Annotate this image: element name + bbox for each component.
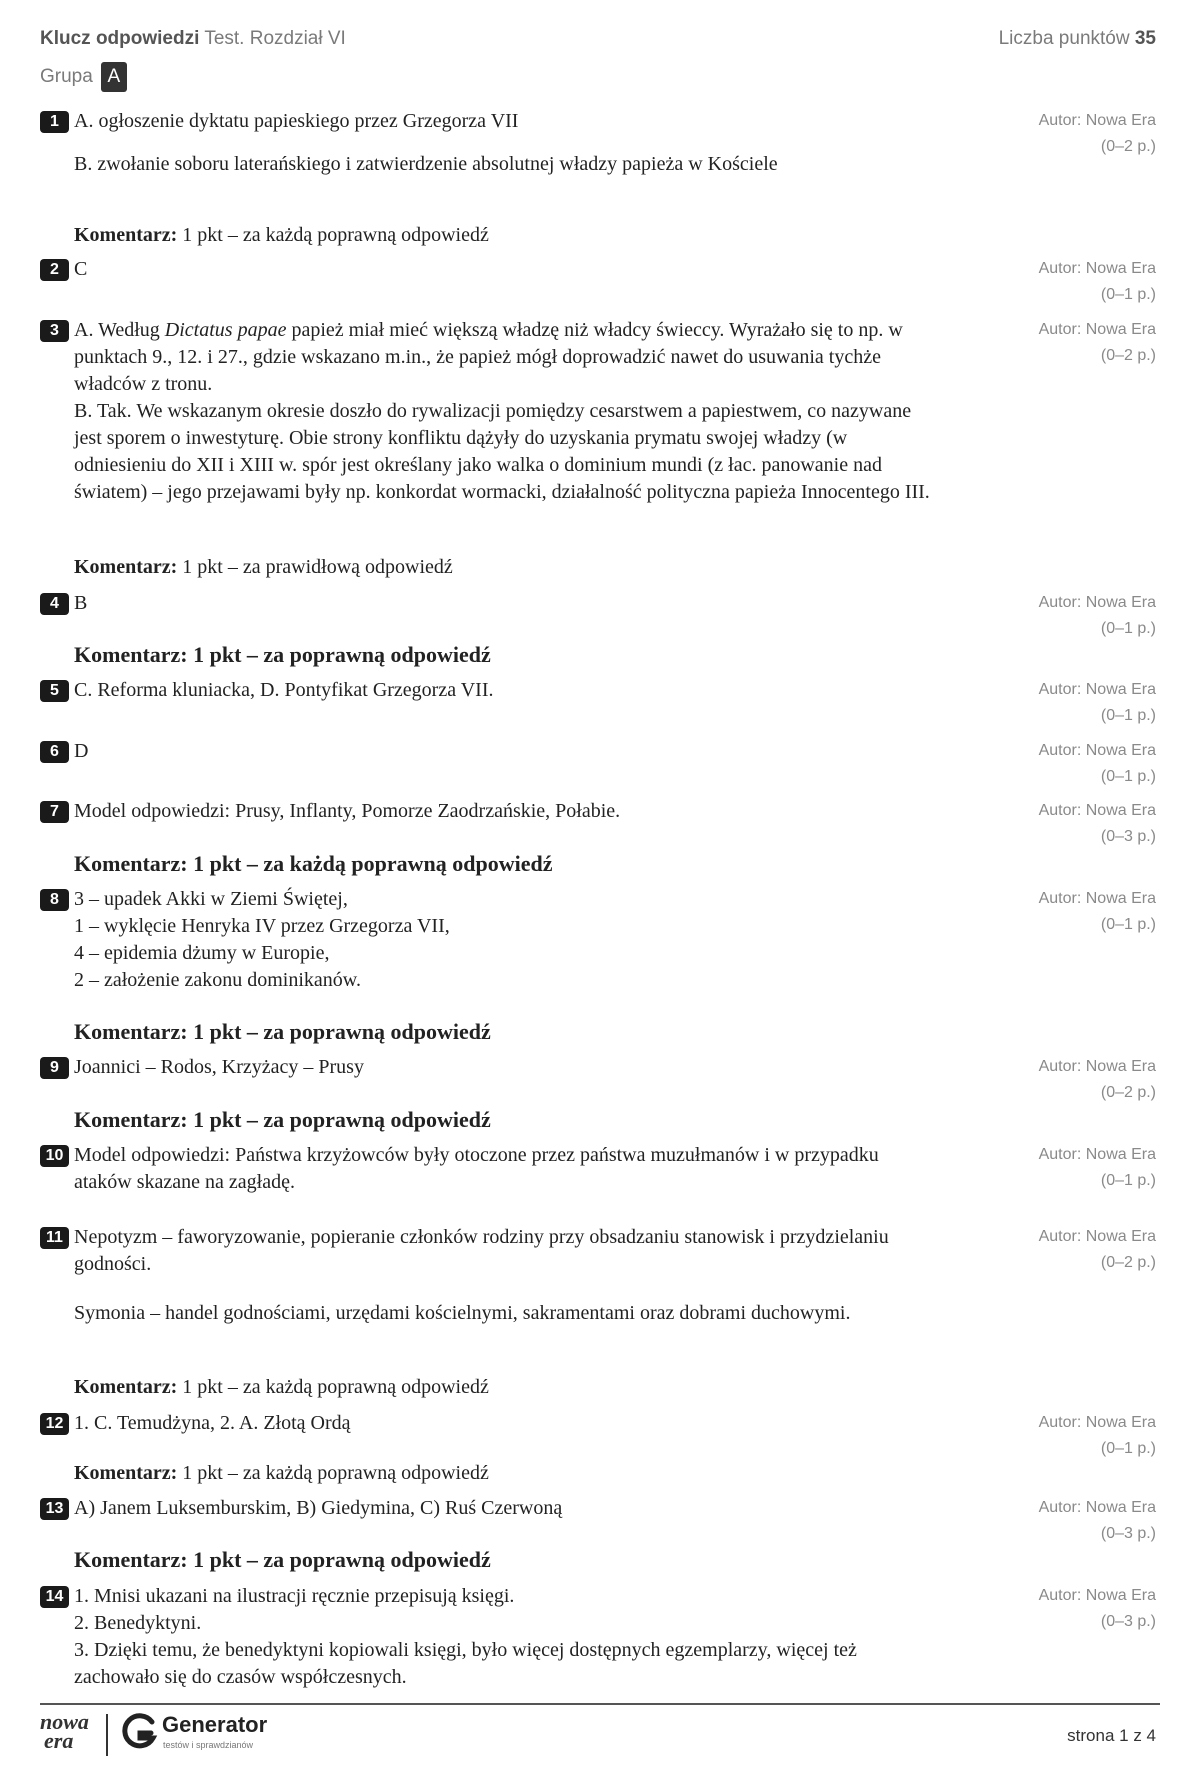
points-range: (0–2 p.)	[1100, 1254, 1156, 1271]
answer-line: A. ogłoszenie dyktatu papieskiego przez Grzegorza VII	[74, 110, 519, 132]
answer-line: B	[74, 592, 88, 614]
comment-text: 1 pkt – za każdą poprawną odpowiedź	[177, 224, 489, 246]
question-meta	[1039, 317, 1156, 369]
comment	[74, 642, 491, 668]
answer-fragment: papież miał mieć większą władzę niż władcy świeccy. Wyrażało się to np. w punktach 9., 12. i 27., gdzie wskazano m.in., że papież mógł doprowadzić nawet do usuwania tychże władców z tronu.	[74, 319, 903, 395]
logo-text-top: nowa	[40, 1709, 89, 1734]
generator-g-icon	[120, 1712, 158, 1752]
comment	[74, 1107, 491, 1133]
answer	[74, 677, 934, 704]
question-meta	[1039, 256, 1156, 308]
author-label: Autor: Nowa Era	[1038, 890, 1156, 907]
generator-wordmark: Generator	[162, 1712, 268, 1737]
comment	[74, 1376, 489, 1399]
comment-label: Komentarz:	[74, 851, 188, 876]
question-number: 3	[40, 320, 69, 342]
points-range: (0–1 p.)	[1100, 707, 1156, 724]
answer	[74, 1142, 934, 1196]
points-range: (0–3 p.)	[1100, 1525, 1156, 1542]
question-number: 7	[40, 801, 69, 823]
answer-line: 3. Dzięki temu, że benedyktyni kopiowali księgi, było więcej dostępnych egzemplarzy, więcej też zachowało się do czasów współczesnych.	[74, 1639, 857, 1688]
author-label: Autor: Nowa Era	[1038, 742, 1156, 759]
answer-line: B. zwołanie soboru laterańskiego i zatwierdzenie absolutnej władzy papieża w Kościele	[74, 153, 778, 175]
question-meta	[1039, 1495, 1156, 1547]
comment-text: 1 pkt – za każdą poprawną odpowiedź	[177, 1462, 489, 1484]
points-total	[999, 28, 1156, 50]
question-meta	[1039, 677, 1156, 729]
question-11	[40, 1224, 1156, 1327]
answer	[74, 1583, 934, 1691]
question-number: 2	[40, 259, 69, 281]
answer-line: 2. Benedyktyni.	[74, 1612, 202, 1634]
answer	[74, 738, 934, 765]
author-label: Autor: Nowa Era	[1038, 1228, 1156, 1245]
comment-text: 1 pkt – za każdą poprawną odpowiedź	[177, 1376, 489, 1398]
answer	[74, 1224, 934, 1327]
question-meta	[1039, 738, 1156, 790]
author-label: Autor: Nowa Era	[1038, 1587, 1156, 1604]
answer-line: B. Tak. We wskazanym okresie doszło do rywalizacji pomiędzy cesarstwem a papiestwem, co nazywane jest sporem o inwestyturę. Obie strony konfliktu dążyły do uzyskania prymatu swojej władzy (w odniesieniu do XII i XIII w. spór jest określany jako walka o dominium mundi (z łac. panowanie nad światem) – jego przejawami były np. konkordat wormacki, działalność polityczna papieża Innocentego III.	[74, 400, 930, 503]
answer-line: 4 – epidemia dżumy w Europie,	[74, 942, 330, 964]
question-number: 10	[40, 1145, 69, 1167]
question-7	[40, 798, 1156, 845]
points-range: (0–1 p.)	[1100, 1440, 1156, 1457]
question-12	[40, 1410, 1156, 1457]
question-2	[40, 256, 1156, 303]
comment-label: Komentarz:	[74, 1107, 188, 1132]
answer-line: 3 – upadek Akki w Ziemi Świętej,	[74, 888, 348, 910]
question-meta	[1039, 1224, 1156, 1276]
question-number: 14	[40, 1586, 69, 1608]
nowa-era-logo	[40, 1709, 89, 1753]
answer	[74, 886, 934, 994]
comment-text: 1 pkt – za poprawną odpowiedź	[187, 1107, 491, 1132]
question-3	[40, 317, 1156, 506]
points-range: (0–1 p.)	[1100, 916, 1156, 933]
answer-line: D	[74, 740, 89, 762]
answer	[74, 1410, 934, 1437]
answer	[74, 1054, 934, 1081]
title-bold: Klucz odpowiedzi	[40, 28, 200, 49]
question-8	[40, 886, 1156, 994]
comment	[74, 1547, 491, 1573]
question-4	[40, 590, 1156, 637]
question-number: 5	[40, 680, 69, 702]
comment-text: 1 pkt – za poprawną odpowiedź	[187, 1019, 491, 1044]
question-1	[40, 108, 1156, 178]
answer	[74, 590, 934, 617]
points-range: (0–2 p.)	[1100, 138, 1156, 155]
answer-line: 2 – założenie zakonu dominikanów.	[74, 969, 361, 991]
comment-label: Komentarz:	[74, 1547, 188, 1572]
group-badge: A	[101, 62, 127, 92]
answer	[74, 1495, 934, 1522]
question-meta	[1039, 1410, 1156, 1462]
question-14	[40, 1583, 1156, 1691]
author-label: Autor: Nowa Era	[1038, 1499, 1156, 1516]
answer	[74, 317, 934, 506]
question-meta	[1039, 1054, 1156, 1106]
question-9	[40, 1054, 1156, 1101]
question-number: 6	[40, 741, 69, 763]
comment	[74, 1462, 489, 1485]
question-number: 1	[40, 111, 69, 133]
author-label: Autor: Nowa Era	[1038, 112, 1156, 129]
answer-line: C. Reforma kluniacka, D. Pontyfikat Grzegorza VII.	[74, 679, 494, 701]
answer	[74, 798, 934, 825]
answer-line: C	[74, 258, 88, 280]
comment-label: Komentarz:	[74, 1376, 178, 1398]
comment-text: 1 pkt – za poprawną odpowiedź	[187, 1547, 491, 1572]
answer-line: Nepotyzm – faworyzowanie, popieranie członków rodziny przy obsadzaniu stanowisk i przydzielaniu godności.	[74, 1226, 889, 1275]
logo-separator	[106, 1714, 108, 1756]
answer-line: 1. Mnisi ukazani na ilustracji ręcznie przepisują księgi.	[74, 1585, 515, 1607]
comment	[74, 1019, 491, 1045]
points-range: (0–1 p.)	[1100, 286, 1156, 303]
comment-text: 1 pkt – za prawidłową odpowiedź	[177, 556, 453, 578]
page-number: strona 1 z 4	[1067, 1726, 1156, 1745]
comment	[74, 851, 553, 877]
author-label: Autor: Nowa Era	[1038, 321, 1156, 338]
footer-divider	[40, 1703, 1160, 1705]
answer-line: A) Janem Luksemburskim, B) Giedymina, C) Ruś Czerwoną	[74, 1497, 563, 1519]
question-number: 4	[40, 593, 69, 615]
answer-fragment: A. Według	[74, 319, 165, 341]
question-number: 9	[40, 1057, 69, 1079]
question-meta	[1039, 798, 1156, 850]
answer-line	[74, 317, 934, 398]
points-range: (0–1 p.)	[1100, 620, 1156, 637]
points-range: (0–1 p.)	[1100, 1172, 1156, 1189]
points-range: (0–2 p.)	[1100, 347, 1156, 364]
answer	[74, 108, 934, 178]
question-number: 8	[40, 889, 69, 911]
author-label: Autor: Nowa Era	[1038, 260, 1156, 277]
document-title	[40, 28, 346, 50]
answer-line: Joannici – Rodos, Krzyżacy – Prusy	[74, 1056, 364, 1078]
comment-label: Komentarz:	[74, 642, 188, 667]
title-rest: Test. Rozdział VI	[199, 28, 346, 49]
comment-text: 1 pkt – za każdą poprawną odpowiedź	[187, 851, 553, 876]
answer	[74, 256, 934, 283]
answer-line: Model odpowiedzi: Państwa krzyżowców były otoczone przez państwa muzułmanów i w przypadku ataków skazane na zagładę.	[74, 1144, 879, 1193]
comment	[74, 556, 453, 579]
generator-subtitle: testów i sprawdzianów	[163, 1740, 254, 1750]
group-label: Grupa	[40, 66, 93, 87]
question-5	[40, 677, 1156, 724]
answer-line: Symonia – handel godnościami, urzędami kościelnymi, sakramentami oraz dobrami duchowymi.	[74, 1302, 851, 1324]
author-label: Autor: Nowa Era	[1038, 681, 1156, 698]
question-meta	[1039, 1142, 1156, 1194]
comment-label: Komentarz:	[74, 1019, 188, 1044]
points-range: (0–2 p.)	[1100, 1084, 1156, 1101]
author-label: Autor: Nowa Era	[1038, 1058, 1156, 1075]
author-label: Autor: Nowa Era	[1038, 802, 1156, 819]
author-label: Autor: Nowa Era	[1038, 1146, 1156, 1163]
points-range: (0–3 p.)	[1100, 828, 1156, 845]
answer-line: 1 – wyklęcie Henryka IV przez Grzegorza VII,	[74, 915, 450, 937]
points-range: (0–3 p.)	[1100, 1613, 1156, 1630]
group-indicator	[40, 62, 127, 92]
comment-label: Komentarz:	[74, 1462, 178, 1484]
answer-line: Model odpowiedzi: Prusy, Inflanty, Pomorze Zaodrzańskie, Połabie.	[74, 800, 621, 822]
points-range: (0–1 p.)	[1100, 768, 1156, 785]
points-value: 35	[1134, 28, 1156, 49]
points-label: Liczba punktów	[998, 28, 1135, 49]
comment-label: Komentarz:	[74, 224, 178, 246]
author-label: Autor: Nowa Era	[1038, 1414, 1156, 1431]
question-meta	[1039, 590, 1156, 642]
question-meta	[1039, 1583, 1156, 1635]
question-6	[40, 738, 1156, 785]
author-label: Autor: Nowa Era	[1038, 594, 1156, 611]
question-number: 13	[40, 1498, 69, 1520]
question-meta	[1039, 886, 1156, 938]
question-meta	[1039, 108, 1156, 160]
question-number: 11	[40, 1227, 69, 1249]
comment-label: Komentarz:	[74, 556, 178, 578]
comment	[74, 224, 489, 247]
question-number: 12	[40, 1413, 69, 1435]
logo-text-bottom: era	[44, 1728, 74, 1753]
answer-line: 1. C. Temudżyna, 2. A. Złotą Ordą	[74, 1412, 351, 1434]
question-10	[40, 1142, 1156, 1196]
answer-italic: Dictatus papae	[164, 319, 287, 341]
comment-text: 1 pkt – za poprawną odpowiedź	[187, 642, 491, 667]
question-13	[40, 1495, 1156, 1542]
